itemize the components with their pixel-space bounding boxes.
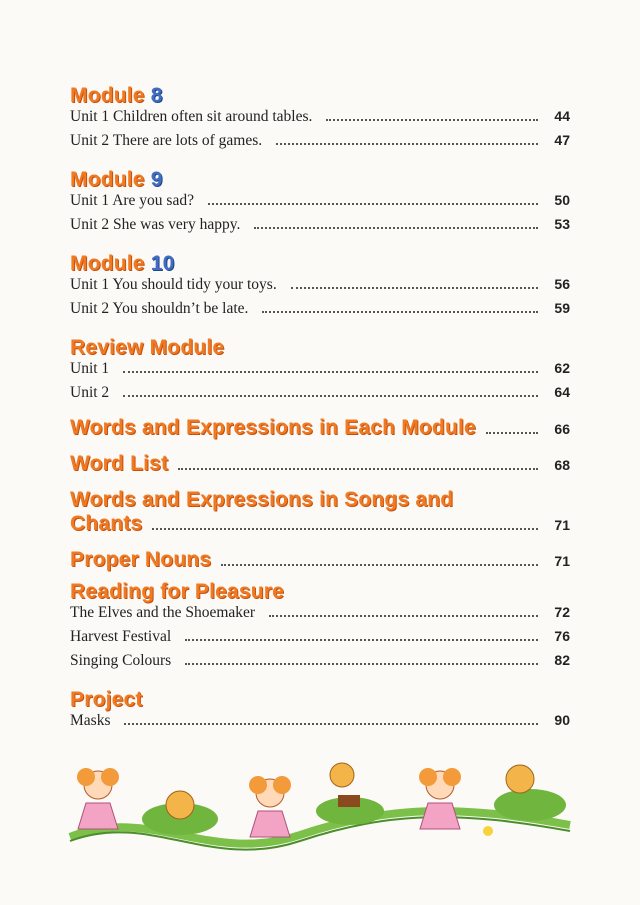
grass-nest-2	[316, 763, 384, 825]
entry-title: Masks	[70, 712, 111, 729]
page-number: 62	[554, 360, 570, 376]
toc-entry[interactable]	[70, 276, 570, 300]
leader-dots	[185, 663, 538, 665]
module-8-heading	[70, 84, 570, 108]
girl-figure-3	[419, 768, 461, 829]
reading-heading: Reading for Pleasure	[70, 580, 285, 603]
page-number: 71	[554, 517, 570, 533]
toc-entry[interactable]	[70, 384, 570, 408]
toc-entry[interactable]	[70, 108, 570, 132]
page-number: 50	[554, 192, 570, 208]
project-heading: Project	[70, 688, 143, 711]
toc-entry[interactable]	[70, 628, 570, 652]
page-number: 76	[554, 628, 570, 644]
leader-dots	[178, 468, 538, 470]
section-heading: Words and Expressions in Each Module	[70, 416, 476, 439]
page-number: 66	[554, 421, 570, 437]
entry-title: Singing Colours	[70, 652, 172, 669]
leader-dots	[262, 311, 538, 313]
section-heading: Word List	[70, 452, 169, 475]
page-number: 82	[554, 652, 570, 668]
page-number: 68	[554, 457, 570, 473]
page-number: 72	[554, 604, 570, 620]
page-number: 44	[554, 108, 570, 124]
leader-dots	[185, 639, 538, 641]
entry-title: Unit 1 Are you sad?	[70, 192, 194, 209]
toc-entry[interactable]	[70, 132, 570, 156]
leader-dots	[123, 371, 538, 373]
entry-title: Unit 2 She was very happy.	[70, 216, 241, 233]
page-number: 71	[554, 553, 570, 569]
leader-dots	[276, 143, 538, 145]
entry-title: Unit 1 You should tidy your toys.	[70, 276, 277, 293]
girl-figure-2	[249, 776, 291, 837]
page-number: 90	[554, 712, 570, 728]
leader-dots	[123, 395, 538, 397]
grass-nest-1	[142, 791, 218, 835]
page-number: 64	[554, 384, 570, 400]
page-number: 47	[554, 132, 570, 148]
toc-entry[interactable]	[70, 300, 570, 324]
entry-title: Harvest Festival	[70, 628, 172, 645]
leader-dots	[208, 203, 538, 205]
leader-dots	[486, 432, 538, 434]
leader-dots	[221, 564, 538, 566]
section-heading-cont: Chants	[70, 512, 143, 535]
entry-title: Unit 2	[70, 384, 110, 401]
entry-title: Unit 1 Children often sit around tables.	[70, 108, 313, 125]
module-number: 9	[150, 168, 163, 191]
module-10-heading	[70, 252, 570, 276]
module-label: Module	[70, 84, 145, 107]
leader-dots	[124, 723, 538, 725]
leader-dots	[291, 287, 538, 289]
entry-title: Unit 2 There are lots of games.	[70, 132, 263, 149]
module-label: Module	[70, 168, 145, 191]
toc-entry[interactable]	[70, 604, 570, 628]
module-9-heading	[70, 168, 570, 192]
module-label: Module	[70, 252, 145, 275]
toc-entry-proper-nouns[interactable]	[70, 548, 570, 572]
entry-title: Unit 1	[70, 360, 110, 377]
toc-entry[interactable]	[70, 652, 570, 676]
decorative-illustration	[60, 755, 580, 875]
toc-entry[interactable]	[70, 192, 570, 216]
page-number: 53	[554, 216, 570, 232]
page-number: 59	[554, 300, 570, 316]
table-of-contents	[70, 84, 570, 736]
page-number: 56	[554, 276, 570, 292]
toc-entry-word-list[interactable]	[70, 452, 570, 476]
section-heading: Words and Expressions in Songs and	[70, 488, 454, 511]
entry-title: Unit 2 You shouldn’t be late.	[70, 300, 249, 317]
toc-entry-songs-chants[interactable]	[70, 512, 570, 536]
toc-entry-words-each-module[interactable]	[70, 416, 570, 440]
entry-title: The Elves and the Shoemaker	[70, 604, 256, 621]
leader-dots	[152, 528, 538, 530]
leader-dots	[269, 615, 538, 617]
toc-entry[interactable]	[70, 360, 570, 384]
leader-dots	[326, 119, 538, 121]
toc-entry[interactable]	[70, 216, 570, 240]
review-module-heading: Review Module	[70, 336, 225, 359]
module-number: 8	[150, 84, 163, 107]
leader-dots	[254, 227, 538, 229]
toc-entry[interactable]	[70, 712, 570, 736]
section-heading: Proper Nouns	[70, 548, 212, 571]
girl-figure-1	[77, 768, 119, 829]
module-number: 10	[150, 252, 175, 275]
